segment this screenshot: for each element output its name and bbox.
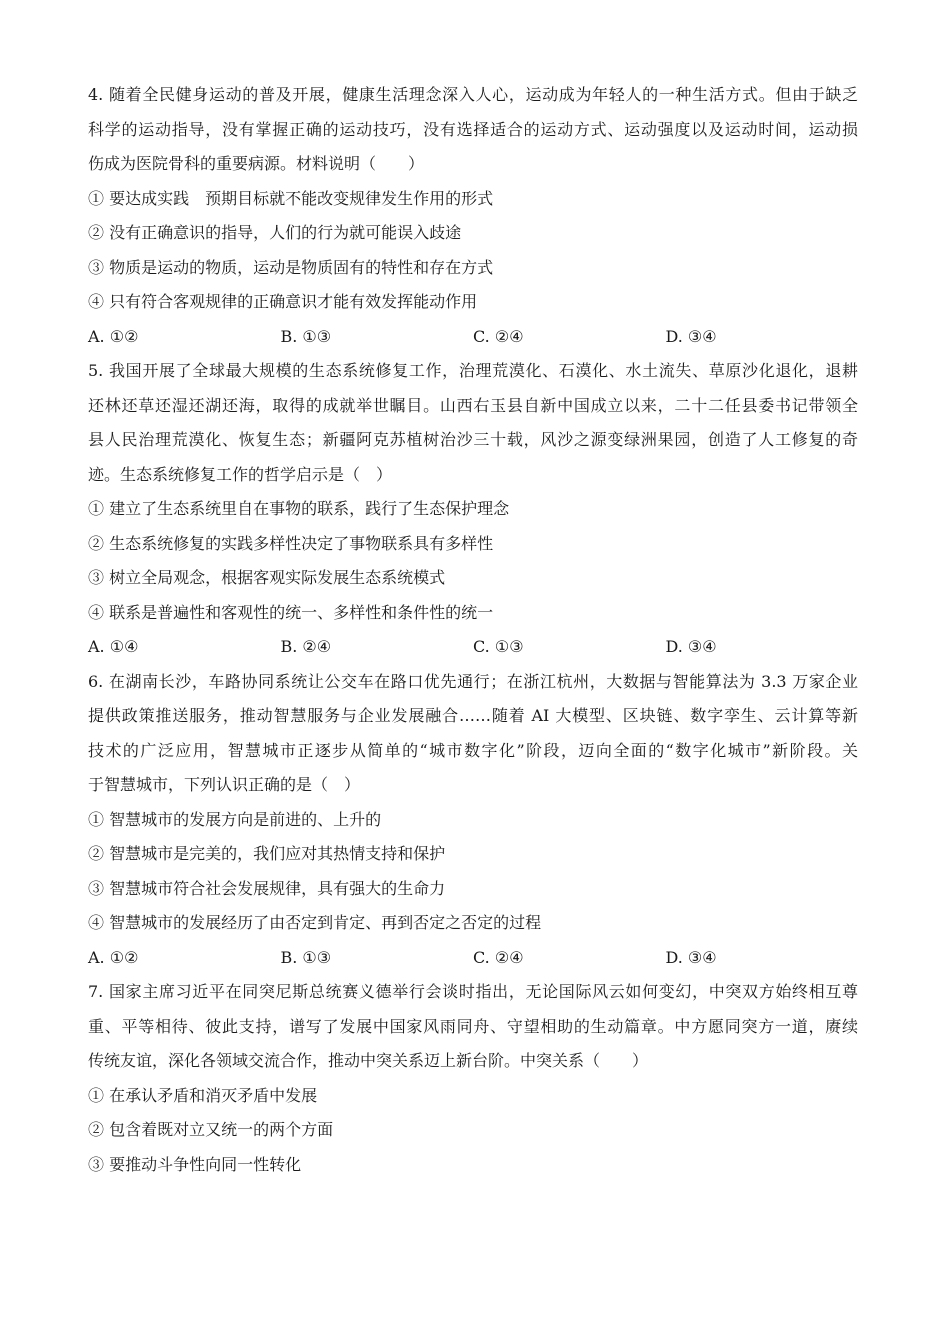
question-stem-line: 迹。生态系统修复工作的哲学启示是（ ） bbox=[88, 464, 393, 484]
question-stem-line: 提供政策推送服务，推动智慧服务与企业发展融合……随着 AI 大模型、区块链、数字孪生、云计算等新 bbox=[88, 706, 858, 725]
question-5 bbox=[88, 354, 858, 665]
question-stem-line: 6. 在湖南长沙，车路协同系统让公交车在路口优先通行；在浙江杭州，大数据与智能算法为 3.3 万家企业 bbox=[88, 671, 858, 691]
choice-b: B. ①③ bbox=[280, 947, 332, 967]
choice-b: B. ②④ bbox=[280, 637, 332, 656]
statement-4: ④ 智慧城市的发展经历了由否定到肯定、再到否定之否定的过程 bbox=[88, 913, 542, 932]
choice-c: C. ②④ bbox=[473, 947, 524, 967]
choice-c: C. ①③ bbox=[473, 637, 524, 656]
choice-b: B. ①③ bbox=[280, 326, 332, 346]
statement-2: ② 智慧城市是完美的，我们应对其热情支持和保护 bbox=[88, 844, 446, 863]
statement-4: ④ 联系是普遍性和客观性的统一、多样性和条件性的统一 bbox=[88, 602, 494, 622]
question-stem-line: 重、平等相待、彼此支持，谱写了发展中国家风雨同舟、守望相助的生动篇章。中方愿同突方一道，赓续 bbox=[88, 1016, 858, 1036]
statement-2: ② 没有正确意识的指导，人们的行为就可能误入歧途 bbox=[88, 223, 462, 242]
question-stem-line: 5. 我国开展了全球最大规模的生态系统修复工作，治理荒漠化、石漠化、水土流失、草原沙化退化，退耕 bbox=[88, 361, 858, 380]
choice-d: D. ③④ bbox=[665, 637, 717, 656]
choice-a: A. ①④ bbox=[88, 637, 139, 656]
question-stem-line: 还林还草还湿还湖还海，取得的成就举世瞩目。山西右玉县自新中国成立以来，二十二任县委书记带领全 bbox=[88, 395, 858, 415]
statement-3: ③ 智慧城市符合社会发展规律，具有强大的生命力 bbox=[88, 878, 446, 898]
question-stem-line: 于智慧城市，下列认识正确的是（ ） bbox=[88, 775, 361, 794]
question-stem-line: 4. 随着全民健身运动的普及开展，健康生活理念深入人心，运动成为年轻人的一种生活方式。但由于缺乏 bbox=[88, 85, 858, 104]
choice-c: C. ②④ bbox=[473, 326, 524, 346]
question-stem-line: 科学的运动指导，没有掌握正确的运动技巧，没有选择适合的运动方式、运动强度以及运动时间，运动损 bbox=[88, 119, 858, 139]
choice-a: A. ①② bbox=[88, 947, 139, 967]
answer-choices bbox=[88, 320, 858, 355]
statement-1: ① 要达成实践 预期目标就不能改变规律发生作用的形式 bbox=[88, 188, 494, 208]
question-4 bbox=[88, 78, 858, 354]
question-stem-line: 传统友谊，深化各领域交流合作，推动中突关系迈上新台阶。中突关系（ ） bbox=[88, 1051, 649, 1070]
statement-1: ① 智慧城市的发展方向是前进的、上升的 bbox=[88, 809, 382, 829]
question-6 bbox=[88, 665, 858, 976]
question-stem-line: 技术的广泛应用，智慧城市正逐步从简单的“城市数字化”阶段，迈向全面的“数字化城市”新阶段。关 bbox=[88, 740, 858, 760]
statement-3: ③ 物质是运动的物质，运动是物质固有的特性和存在方式 bbox=[88, 257, 494, 277]
statement-2: ② 包含着既对立又统一的两个方面 bbox=[88, 1120, 334, 1139]
statement-1: ① 在承认矛盾和消灭矛盾中发展 bbox=[88, 1085, 318, 1105]
statement-3: ③ 树立全局观念，根据客观实际发展生态系统模式 bbox=[88, 568, 446, 587]
choice-d: D. ③④ bbox=[665, 326, 717, 346]
question-stem-line: 7. 国家主席习近平在同突尼斯总统赛义德举行会谈时指出，无论国际风云如何变幻，中突双方始终相互尊 bbox=[88, 982, 858, 1001]
statement-2: ② 生态系统修复的实践多样性决定了事物联系具有多样性 bbox=[88, 533, 494, 553]
answer-choices bbox=[88, 630, 858, 665]
answer-choices bbox=[88, 941, 858, 976]
question-7 bbox=[88, 975, 858, 1182]
question-stem-line: 县人民治理荒漠化、恢复生态；新疆阿克苏植树治沙三十载，风沙之源变绿洲果园，创造了人工修复的奇 bbox=[88, 430, 858, 449]
choice-a: A. ①② bbox=[88, 326, 139, 346]
statement-1: ① 建立了生态系统里自在事物的联系，践行了生态保护理念 bbox=[88, 499, 510, 518]
question-stem-line: 伤成为医院骨科的重要病源。材料说明（ ） bbox=[88, 154, 425, 173]
statement-3: ③ 要推动斗争性向同一性转化 bbox=[88, 1154, 302, 1174]
choice-d: D. ③④ bbox=[665, 947, 717, 967]
statement-4: ④ 只有符合客观规律的正确意识才能有效发挥能动作用 bbox=[88, 292, 478, 311]
